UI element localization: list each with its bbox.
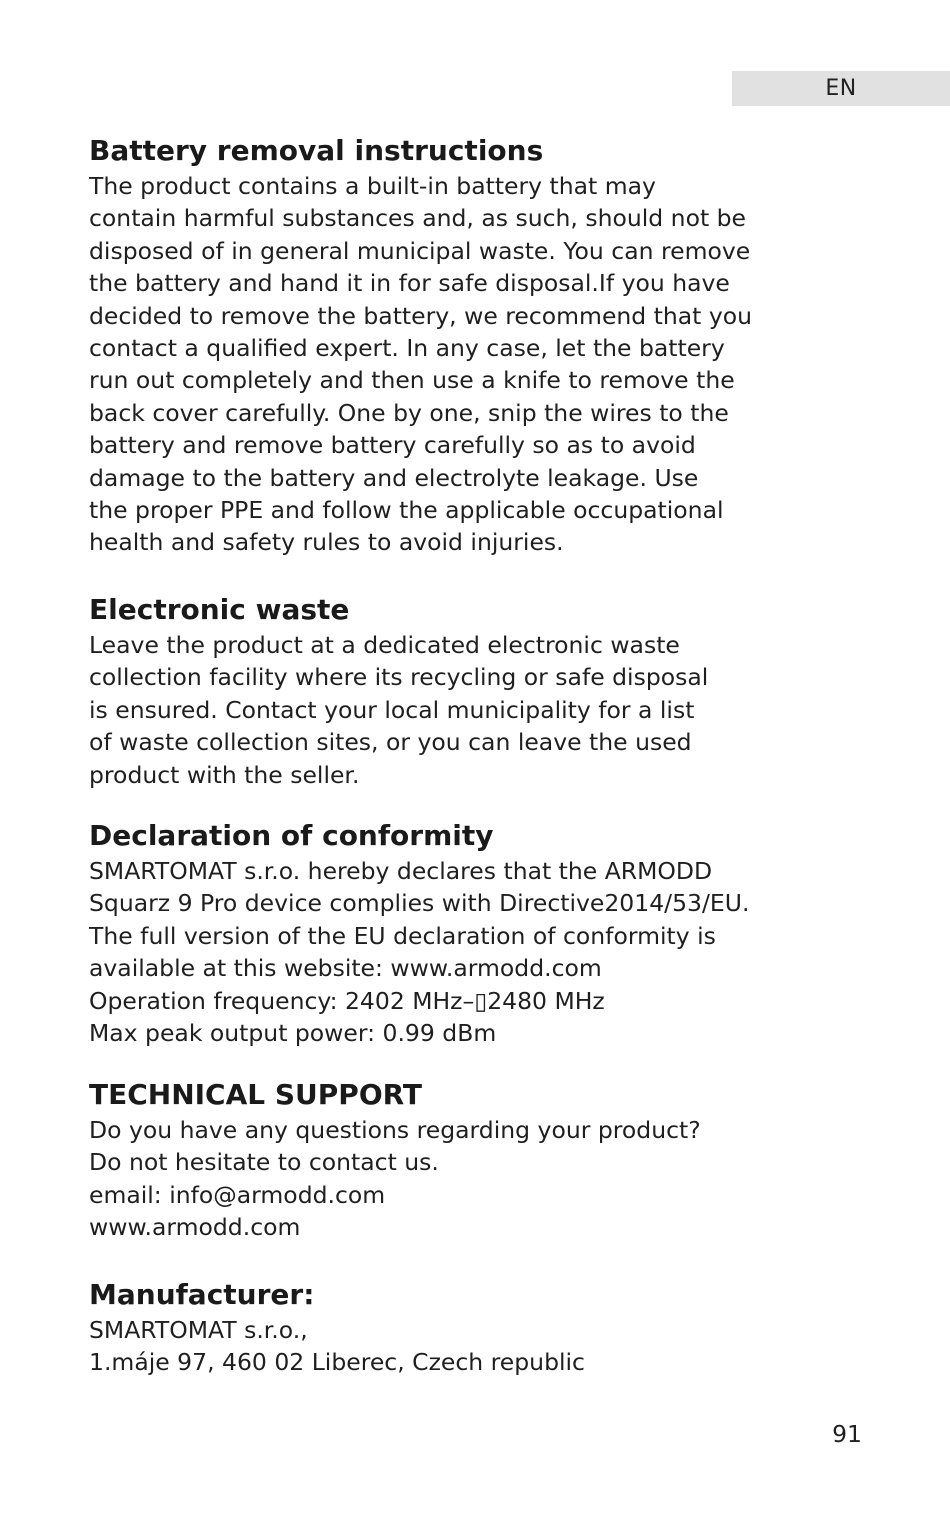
manufacturer-name: SMARTOMAT s.r.o., xyxy=(89,1316,308,1344)
paragraph-line: Max peak output power: 0.99 dBm xyxy=(89,1019,497,1048)
paragraph-line: collection facility where its recycling or safe disposal xyxy=(89,663,709,692)
paragraph-line: Leave the product at a dedicated electronic waste xyxy=(89,631,680,659)
paragraph-line: The full version of the EU declaration of conformity is xyxy=(89,921,716,950)
paragraph-line: of waste collection sites, or you can leave the used xyxy=(89,728,692,757)
paragraph-line: disposed of in general municipal waste. You can remove xyxy=(89,236,751,265)
section-heading: Manufacturer: xyxy=(89,1278,315,1311)
paragraph-line: SMARTOMAT s.r.o. hereby declares that the ARMODD xyxy=(89,857,713,885)
manufacturer-address: 1.máje 97, 460 02 Liberec, Czech republic xyxy=(89,1348,585,1377)
paragraph-line: the battery and hand it in for safe disposal.If you have xyxy=(89,269,730,298)
support-email: email: info@armodd.com xyxy=(89,1180,386,1209)
paragraph-line: available at this website: www.armodd.com xyxy=(89,954,602,983)
paragraph-line: Squarz 9 Pro device complies with Directive2014/53/EU. xyxy=(89,889,750,918)
paragraph-line: run out completely and then use a knife to remove the xyxy=(89,366,735,395)
paragraph-line: The product contains a built-in battery that may xyxy=(89,172,656,200)
section-technical-support xyxy=(89,1076,701,1244)
section-electronic-waste xyxy=(89,591,708,791)
paragraph-line: damage to the battery and electrolyte leakage. Use xyxy=(89,463,699,492)
paragraph-line: battery and remove battery carefully so as to avoid xyxy=(89,431,696,460)
section-heading: Declaration of conformity xyxy=(89,819,494,852)
section-heading: Battery removal instructions xyxy=(89,134,544,167)
section-heading: Electronic waste xyxy=(89,593,350,626)
support-website: www.armodd.com xyxy=(89,1213,301,1242)
page-number: 91 xyxy=(832,1420,862,1448)
paragraph-line: Do not hesitate to contact us. xyxy=(89,1148,439,1177)
paragraph-line: back cover carefully. One by one, snip the wires to the xyxy=(89,398,729,427)
section-manufacturer xyxy=(89,1276,585,1379)
section-heading: TECHNICAL SUPPORT xyxy=(89,1078,423,1111)
paragraph-line: decided to remove the battery, we recommend that you xyxy=(89,301,753,330)
section-declaration-of-conformity xyxy=(89,817,749,1049)
section-battery-removal xyxy=(89,132,889,559)
paragraph-line: contact a qualified expert. In any case, let the battery xyxy=(89,334,725,363)
paragraph-line: contain harmful substances and, as such, should not be xyxy=(89,204,747,233)
language-tab: EN xyxy=(732,71,950,106)
paragraph-line: Do you have any questions regarding your product? xyxy=(89,1116,701,1144)
paragraph-line: the proper PPE and follow the applicable occupational xyxy=(89,496,724,525)
paragraph-line: is ensured. Contact your local municipality for a list xyxy=(89,695,695,724)
paragraph-line: Operation frequency: 2402 MHz–▯2480 MHz xyxy=(89,986,605,1015)
page-content xyxy=(89,132,889,1377)
paragraph-line: health and safety rules to avoid injuries. xyxy=(89,528,564,557)
paragraph-line: product with the seller. xyxy=(89,760,360,789)
